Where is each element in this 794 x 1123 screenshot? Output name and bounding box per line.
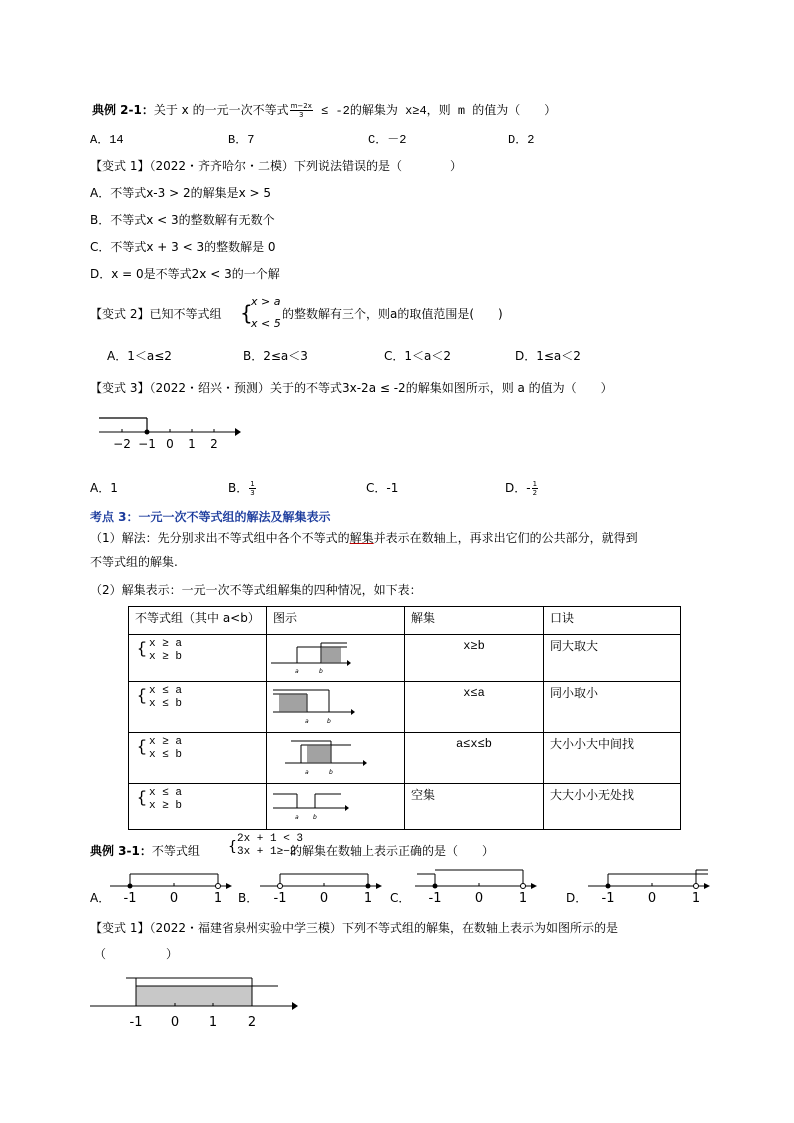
example-2-1-question: 典例 2-1：关于 x 的一元一次不等式 $\frac{m-2x}{3}$ ≤ -2的解集为 x≥4，则 m 的值为（ ） (92, 102, 557, 119)
tick-label: 1 (691, 891, 701, 906)
tick-label: 0 (474, 891, 484, 906)
mnemonic: 大大小小无处找 (544, 784, 681, 830)
mnemonic: 同大取大 (544, 635, 681, 682)
svg-text:a: a (305, 769, 309, 776)
option-c: C．-1 (366, 481, 399, 495)
solid-point (433, 884, 438, 889)
table-row (129, 682, 681, 733)
tick-label: −2 (113, 437, 131, 451)
table-row (129, 635, 681, 682)
table-header-row (129, 607, 681, 635)
svg-text:b: b (313, 814, 317, 821)
option-c: C．不等式x + 3 < 3的整数解是 0 (90, 240, 276, 254)
variant-1b-figure (88, 972, 298, 1032)
inequality-system: { x ≥ a x ≥ b (135, 638, 260, 664)
svg-text:a: a (295, 814, 299, 821)
section-title: 考点 3：一元一次不等式组的解法及解集表示 (90, 510, 331, 524)
tick-label: -1 (601, 891, 615, 906)
option-number-line (110, 874, 232, 906)
fraction: $\frac{m-2x}{3}$ (290, 102, 312, 119)
tick-label: -1 (129, 1015, 143, 1030)
axis-arrow (235, 428, 241, 436)
option-a: A．1＜a≤2 (107, 349, 172, 363)
tick-label: 0 (319, 891, 329, 906)
example-3-1-tail: 的解集在数轴上表示正确的是（ ） (290, 844, 495, 858)
variant-1b-question: 【变式 1】（2022・福建省泉州实验中学三模）下列不等式组的解集，在数轴上表示为如图所示的是 (90, 921, 618, 935)
solution: x≥b (405, 635, 544, 682)
system-line-2: x < 5 (251, 317, 281, 330)
table-row (129, 784, 681, 830)
tick-label: 1 (188, 437, 196, 451)
option-d: D．x = 0是不等式2x < 3的一个解 (90, 267, 280, 281)
option-b-label: B． (238, 891, 259, 905)
svg-text:b: b (327, 718, 331, 725)
tick-label: 1 (213, 891, 223, 906)
option-a-label: A． (90, 891, 111, 905)
system-line-1: x > a (251, 295, 281, 308)
table-row (129, 733, 681, 784)
solid-point (606, 884, 611, 889)
system-line-2: 3x + 1≥−2 (237, 846, 297, 858)
system-line-1: 2x + 1 < 3 (237, 833, 304, 845)
tick-label: -1 (123, 891, 137, 906)
mnemonic: 同小取小 (544, 682, 681, 733)
diagram-same-small (271, 684, 355, 726)
option-a: A．14 (90, 133, 124, 147)
variant-label: 【变式 1】 (90, 159, 150, 173)
open-point (521, 884, 526, 889)
option-b: B．7 (228, 133, 255, 147)
example-3-1-options-figure (100, 866, 710, 908)
option-d-label: D． (566, 891, 588, 905)
option-number-line (415, 870, 537, 906)
solution-table (128, 606, 681, 830)
option-number-line (260, 874, 382, 906)
tick-label: 2 (210, 437, 218, 451)
option-c: C．1＜a＜2 (384, 349, 452, 363)
tick-label: 0 (166, 437, 174, 451)
variant-1-question: 【变式 1】（2022・齐齐哈尔・二模）下列说法错误的是（ ） (90, 159, 462, 173)
open-point (278, 884, 283, 889)
inequality-system: { x ≥ a x ≤ b (135, 736, 260, 762)
option-number-line (588, 870, 710, 906)
diagram-empty (271, 786, 351, 822)
paragraph-1: （1）解法：先分别求出不等式组中各个不等式的解集并表示在数轴上，再求出它们的公共部分，就得到 (90, 531, 638, 545)
diagram-same-large (271, 637, 351, 675)
table-header: 解集 (405, 607, 544, 635)
variant-3-question: 【变式 3】（2022・绍兴・预测）关于的不等式3x-2a ≤ -2的解集如图所示，则 a 的值为（ ） (90, 381, 613, 395)
variant-2-question: 【变式 2】已知不等式组 (90, 307, 222, 321)
number-line-figure (95, 408, 245, 456)
option-b: B．2≤a＜3 (243, 349, 308, 363)
svg-text:a: a (295, 668, 299, 675)
system-brace: { (240, 301, 253, 325)
svg-text:a: a (305, 718, 309, 725)
inequality-system: { x ≤ a x ≤ b (135, 685, 260, 711)
solution: a≤x≤b (405, 733, 544, 784)
paragraph-2: （2）解集表示：一元一次不等式组解集的四种情况，如下表： (90, 583, 422, 597)
option-b: B．不等式x < 3的整数解有无数个 (90, 213, 275, 227)
tick-label: 1 (518, 891, 528, 906)
option-c: C．－2 (368, 133, 407, 147)
tick-label: -1 (273, 891, 287, 906)
solution: x≤a (405, 682, 544, 733)
table-header: 口诀 (544, 607, 681, 635)
diagram-between (271, 735, 371, 777)
tick-label: 0 (169, 891, 179, 906)
svg-text:b: b (319, 668, 323, 675)
mnemonic: 大小小大中间找 (544, 733, 681, 784)
option-d: D．- $\frac{1}{2}$ (505, 480, 538, 497)
option-c-label: C． (390, 891, 411, 905)
shaded-region (136, 986, 252, 1006)
open-point (216, 884, 221, 889)
option-d: D．2 (508, 133, 535, 147)
tick-label: 2 (247, 1015, 257, 1030)
solid-point (366, 884, 371, 889)
system-brace: { (228, 839, 237, 855)
table-header: 图示 (267, 607, 405, 635)
tick-label: 0 (647, 891, 657, 906)
solution: 空集 (405, 784, 544, 830)
tick-label: −1 (138, 437, 156, 451)
option-d: D．1≤a＜2 (515, 349, 581, 363)
example-label: 典例 2-1： (92, 103, 154, 117)
tick-label: -1 (428, 891, 442, 906)
tick-label: 1 (363, 891, 373, 906)
tick-label: 0 (170, 1015, 180, 1030)
table-header: 不等式组（其中 a<b） (129, 607, 267, 635)
option-b: B． $\frac{1}{3}$ (228, 480, 255, 497)
example-3-1-question: 典例 3-1：不等式组 (90, 844, 200, 858)
inequality-system: { x ≤ a x ≥ b (135, 787, 260, 813)
variant-2-question-tail: 的整数解有三个，则a的取值范围是( ) (282, 307, 503, 321)
answer-paren: （ ） (94, 947, 179, 961)
tick-label: 1 (208, 1015, 218, 1030)
svg-text:b: b (329, 769, 333, 776)
solid-point (128, 884, 133, 889)
open-point (694, 884, 699, 889)
paragraph-1-cont: 不等式组的解集. (90, 555, 178, 569)
option-a: A．1 (90, 481, 118, 495)
option-a: A．不等式x-3 > 2的解集是x > 5 (90, 186, 272, 200)
